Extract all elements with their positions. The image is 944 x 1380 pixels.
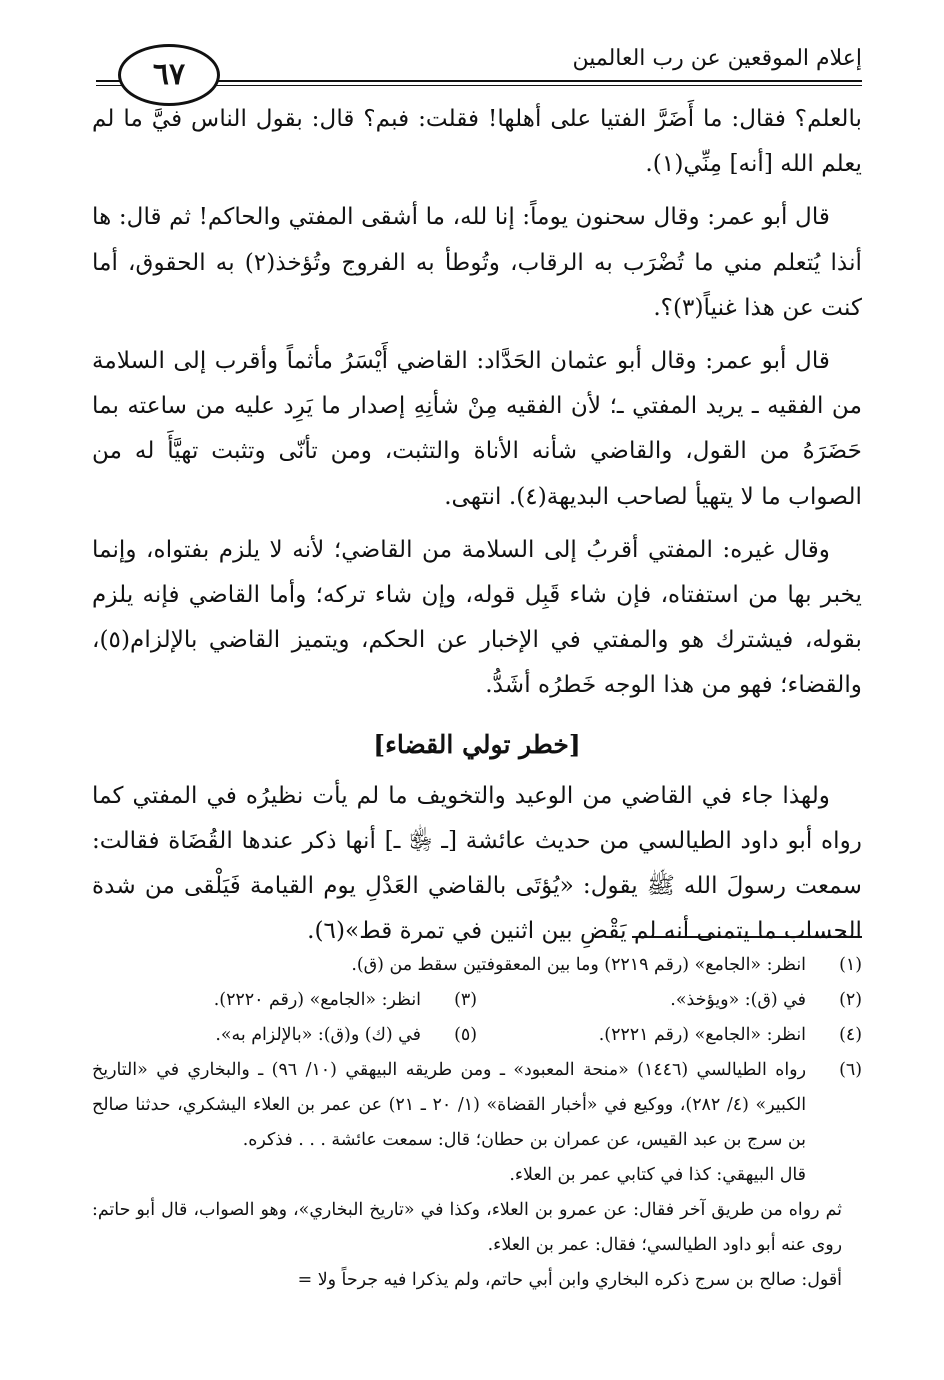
footnote-6-continuation: قال البيهقي: كذا في كتابي عمر بن العلاء. bbox=[509, 1165, 806, 1185]
footnote-text: في (ك) و(ق): «بالإلزام به». bbox=[215, 1025, 421, 1045]
footnote-text: انظر: «الجامع» (رقم ٢٢٢١). bbox=[598, 1025, 806, 1045]
footnote-text: في (ق): «ويؤخذ». bbox=[670, 990, 806, 1010]
footnote-number: (٤) bbox=[839, 1025, 862, 1045]
footnote-1 bbox=[92, 948, 862, 983]
footnote-text: انظر: «الجامع» (رقم ٢٢٢٠). bbox=[213, 990, 421, 1010]
section-heading: [خطر تولي القضاء] bbox=[373, 729, 581, 759]
footnote-number: (٢) bbox=[839, 990, 862, 1010]
paragraph-2: قال أبو عمر: وقال سحنون يوماً: إنا لله، ما أشقى المفتي والحاكم! ثم قال: ها أنذا يُتعلم مني ما تُضْرَب به الرقاب، وتُوطأ به الفروج وتُؤخذ(٢) به الحقوق، أما كنت عن هذا غنياً(٣)؟. bbox=[92, 203, 862, 321]
footnote-number: (٦) bbox=[839, 1060, 862, 1080]
paragraph-3: قال أبو عمر: وقال أبو عثمان الحَدَّاد: القاضي أَيْسَرُ مأثماً وأقرب إلى السلامة من الفقيه ـ يريد المفتي ـ؛ لأن الفقيه مِنْ شأنِهِ إصدار ما يَرِد عليه من ساعته بما حَضَرَهُ من القول، والقاضي شأنه الأناة والتثبت، ومن تأنّى وتثبت تهيَّأَ له من الصواب ما لا يتهيأ لصاحب البديهة(٤). انتهى. bbox=[92, 347, 862, 510]
footnote-6-continuation: أقول: صالح بن سرج ذكره البخاري وابن أبي حاتم، ولم يذكرا فيه جرحاً ولا = bbox=[297, 1270, 842, 1290]
footnote-6 bbox=[92, 1053, 862, 1158]
footnote-pair-4-5 bbox=[92, 1018, 862, 1053]
footnote-separator bbox=[632, 936, 862, 938]
footnote-number: (٣) bbox=[454, 990, 477, 1010]
footnotes bbox=[92, 948, 862, 1298]
footnote-pair-2-3 bbox=[92, 983, 862, 1018]
footnote-6-continuation: ثم رواه من طريق آخر فقال: عن عمرو بن العلاء، وكذا في «تاريخ البخاري»، وهو الصواب، قال أبو حاتم: روى عنه أبو داود الطيالسي؛ فقال: عمر بن العلاء. bbox=[92, 1200, 842, 1255]
footnote-text: انظر: «الجامع» (رقم ٢٢١٩) وما بين المعقوفتين سقط من (ق). bbox=[351, 955, 806, 975]
footnote-number: (٥) bbox=[454, 1025, 477, 1045]
page-number: ٦٧ bbox=[152, 57, 186, 92]
running-header-title: إعلام الموقعين عن رب العالمين bbox=[572, 46, 862, 71]
paragraph-1: بالعلم؟ فقال: ما أَضَرَّ الفتيا على أهلها! فقلت: فبم؟ قال: بقول الناس فيَّ ما لم يعلم الله [أنه] مِنِّي(١). bbox=[92, 105, 862, 178]
paragraph-4: وقال غيره: المفتي أقربُ إلى السلامة من القاضي؛ لأنه لا يلزم بفتواه، وإنما يخبر بها من استفتاه، فإن شاء قَبِل قوله، وإن شاء تركه؛ وأما القاضي فإنه يلزم بقوله، فيشترك هو والمفتي في الإخبار عن الحكم، ويتميز القاضي بالإلزام(٥)، والقضاء؛ فهو من هذا الوجه خَطرُه أشَدُّ. bbox=[92, 535, 862, 699]
footnote-number: (١) bbox=[839, 955, 862, 975]
footnote-text: رواه الطيالسي (١٤٤٦) «منحة المعبود» ـ ومن طريقه البيهقي (١٠/ ٩٦) ـ والبخاري في «التاريخ الكبير» (٤/ ٢٨٢)، ووكيع في «أخبار القضاة» (١/ ٢٠ ـ ٢١) عن عمر بن العلاء اليشكري، حدثنا صالح بن سرج بن عبد القيس، عن عمران بن حطان؛ قال: سمعت عائشة . . . فذكره. bbox=[92, 1060, 807, 1150]
main-text bbox=[92, 96, 862, 962]
paragraph-5: ولهذا جاء في القاضي من الوعيد والتخويف ما لم يأت نظيرُه في المفتي كما رواه أبو داود الطيالسي من حديث عائشة [ـ ﵂ ـ] أنها ذكر عندها القُضَاة فقالت: سمعت رسولَ الله ﷺ يقول: «يُؤتَى بالقاضي العَدْلِ يوم القيامة فَيَلْقى من شدة الحساب ما يتمنى أنه لم يَقْضِ بين اثنين في تمرة قط»(٦). bbox=[92, 781, 862, 945]
